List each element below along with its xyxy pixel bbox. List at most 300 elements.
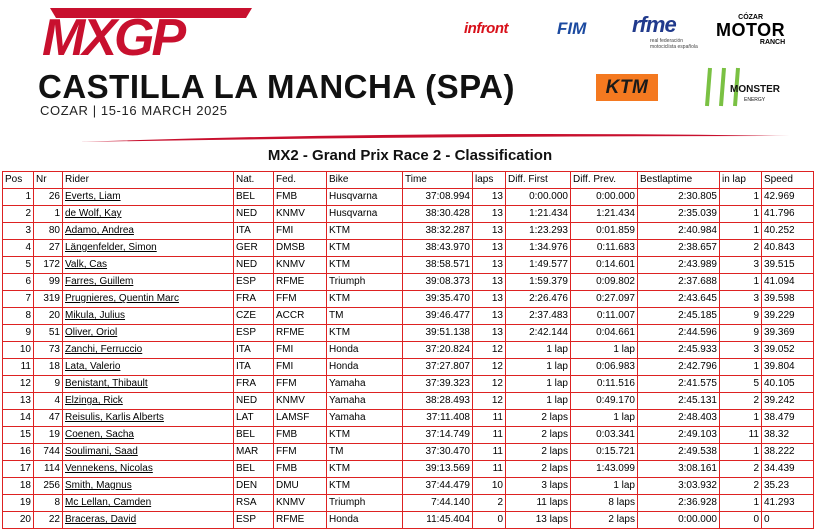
cell-speed: 38.222 [762, 444, 814, 461]
cell-pos: 11 [3, 359, 34, 376]
cell-time: 39:08.373 [403, 274, 473, 291]
cell-nat: FRA [234, 291, 274, 308]
cell-diff-first: 1 lap [506, 359, 571, 376]
table-row [3, 240, 814, 257]
cell-nr: 22 [34, 512, 63, 529]
cell-laps: 13 [473, 223, 506, 240]
cell-pos: 7 [3, 291, 34, 308]
cell-diff-prev: 0:03.341 [571, 427, 638, 444]
cell-rider[interactable]: Soulimani, Saad [63, 444, 234, 461]
cell-fed: FFM [274, 444, 327, 461]
cell-speed: 41.094 [762, 274, 814, 291]
table-row [3, 410, 814, 427]
cell-diff-first: 1 lap [506, 393, 571, 410]
cell-bestlaptime: 2:38.657 [638, 240, 720, 257]
cell-nat: NED [234, 257, 274, 274]
cell-speed: 38.32 [762, 427, 814, 444]
cell-time: 37:44.479 [403, 478, 473, 495]
table-title: MX2 - Grand Prix Race 2 - Classification [267, 147, 553, 164]
cell-bike: Honda [327, 342, 403, 359]
cell-laps: 13 [473, 308, 506, 325]
table-row [3, 291, 814, 308]
cell-nr: 27 [34, 240, 63, 257]
cell-time: 37:08.994 [403, 189, 473, 206]
cell-bestlaptime: 2:49.538 [638, 444, 720, 461]
cell-bestlaptime: 3:08.161 [638, 461, 720, 478]
rfme-logo: rfme [632, 12, 676, 37]
cell-diff-prev: 1 lap [571, 478, 638, 495]
cell-pos: 8 [3, 308, 34, 325]
column-header-speed: Speed [762, 172, 814, 189]
infront-logo: infront [464, 20, 508, 37]
cell-bestlaptime: 2:37.688 [638, 274, 720, 291]
cell-nat: ITA [234, 223, 274, 240]
monster-energy-logo [690, 66, 780, 112]
table-row [3, 189, 814, 206]
cell-laps: 10 [473, 478, 506, 495]
cell-rider[interactable]: Lata, Valerio [63, 359, 234, 376]
cell-laps: 13 [473, 240, 506, 257]
cell-bike: Triumph [327, 274, 403, 291]
cell-diff-first: 1:59.379 [506, 274, 571, 291]
cell-in-lap: 1 [720, 206, 762, 223]
cell-nr: 99 [34, 274, 63, 291]
cell-laps: 12 [473, 359, 506, 376]
cell-bestlaptime: 2:30.805 [638, 189, 720, 206]
cell-time: 37:14.749 [403, 427, 473, 444]
cell-laps: 11 [473, 427, 506, 444]
cell-fed: ACCR [274, 308, 327, 325]
cell-rider[interactable]: Vennekens, Nicolas [63, 461, 234, 478]
column-header-diff-first: Diff. First [506, 172, 571, 189]
column-header-bestlaptime: Bestlaptime [638, 172, 720, 189]
cell-diff-first: 2:42.144 [506, 325, 571, 342]
event-title: CASTILLA LA MANCHA (SPA) [38, 68, 515, 105]
cell-pos: 20 [3, 512, 34, 529]
cell-laps: 13 [473, 206, 506, 223]
cell-diff-first: 11 laps [506, 495, 571, 512]
cell-rider[interactable]: Prugnieres, Quentin Marc [63, 291, 234, 308]
cell-nat: ITA [234, 359, 274, 376]
column-header-laps: laps [473, 172, 506, 189]
cell-in-lap: 3 [720, 257, 762, 274]
cell-pos: 5 [3, 257, 34, 274]
cell-nat: RSA [234, 495, 274, 512]
cell-diff-prev: 0:09.802 [571, 274, 638, 291]
cell-bestlaptime: 2:43.645 [638, 291, 720, 308]
cell-nr: 319 [34, 291, 63, 308]
cell-rider[interactable]: Adamo, Andrea [63, 223, 234, 240]
cell-speed: 39.052 [762, 342, 814, 359]
cell-bike: Yamaha [327, 376, 403, 393]
cell-time: 38:58.571 [403, 257, 473, 274]
cell-time: 38:43.970 [403, 240, 473, 257]
cell-in-lap: 9 [720, 325, 762, 342]
cell-fed: FFM [274, 376, 327, 393]
table-row [3, 376, 814, 393]
cell-diff-first: 0:00.000 [506, 189, 571, 206]
cell-nat: NED [234, 206, 274, 223]
cell-fed: FFM [274, 291, 327, 308]
cell-speed: 41.293 [762, 495, 814, 512]
cell-in-lap: 1 [720, 444, 762, 461]
cell-nr: 114 [34, 461, 63, 478]
cell-pos: 1 [3, 189, 34, 206]
cell-nat: DEN [234, 478, 274, 495]
cell-fed: FMB [274, 189, 327, 206]
cell-nr: 73 [34, 342, 63, 359]
cell-in-lap: 1 [720, 495, 762, 512]
cell-bike: KTM [327, 478, 403, 495]
cell-diff-first: 1:49.577 [506, 257, 571, 274]
table-row [3, 461, 814, 478]
cell-diff-prev: 0:01.859 [571, 223, 638, 240]
cell-time: 38:30.428 [403, 206, 473, 223]
cell-nat: FRA [234, 376, 274, 393]
table-row [3, 359, 814, 376]
cell-diff-first: 2 laps [506, 410, 571, 427]
cell-time: 39:35.470 [403, 291, 473, 308]
cell-diff-first: 1:34.976 [506, 240, 571, 257]
cell-laps: 11 [473, 461, 506, 478]
cell-bike: Triumph [327, 495, 403, 512]
cell-laps: 13 [473, 325, 506, 342]
cell-time: 38:32.287 [403, 223, 473, 240]
cell-nat: GER [234, 240, 274, 257]
cell-laps: 13 [473, 189, 506, 206]
cell-fed: LAMSF [274, 410, 327, 427]
cell-in-lap: 2 [720, 240, 762, 257]
cell-rider[interactable]: Mc Lellan, Camden [63, 495, 234, 512]
cell-diff-first: 3 laps [506, 478, 571, 495]
cell-rider[interactable]: Coenen, Sacha [63, 427, 234, 444]
event-subtitle: COZAR | 15-16 MARCH 2025 [40, 103, 228, 118]
cell-nat: BEL [234, 461, 274, 478]
cell-nr: 8 [34, 495, 63, 512]
column-header-pos: Pos [3, 172, 34, 189]
cell-time: 38:28.493 [403, 393, 473, 410]
cell-nat: ESP [234, 325, 274, 342]
table-body [3, 189, 814, 529]
cell-speed: 39.515 [762, 257, 814, 274]
cell-bike: KTM [327, 240, 403, 257]
cell-fed: KNMV [274, 257, 327, 274]
cell-nat: ESP [234, 512, 274, 529]
cell-fed: KNMV [274, 206, 327, 223]
cell-diff-first: 1:21.434 [506, 206, 571, 223]
cell-diff-first: 2 laps [506, 461, 571, 478]
cell-bike: KTM [327, 427, 403, 444]
cell-rider[interactable]: Everts, Liam [63, 189, 234, 206]
column-header-nr: Nr [34, 172, 63, 189]
rfme-subtitle: real federación motociclista española [650, 38, 698, 50]
cell-in-lap: 2 [720, 461, 762, 478]
cell-in-lap: 2 [720, 478, 762, 495]
cell-bestlaptime: 2:41.575 [638, 376, 720, 393]
monster-text: MONSTER [730, 84, 780, 95]
cell-nr: 172 [34, 257, 63, 274]
column-header-rider: Rider [63, 172, 234, 189]
cell-nr: 4 [34, 393, 63, 410]
cell-pos: 9 [3, 325, 34, 342]
cell-rider[interactable]: Valk, Cas [63, 257, 234, 274]
cell-rider[interactable]: Oliver, Oriol [63, 325, 234, 342]
cell-nr: 80 [34, 223, 63, 240]
cell-rider[interactable]: Braceras, David [63, 512, 234, 529]
cell-speed: 34.439 [762, 461, 814, 478]
cell-bestlaptime: 2:43.989 [638, 257, 720, 274]
cell-nat: MAR [234, 444, 274, 461]
cell-diff-prev: 0:11.007 [571, 308, 638, 325]
cell-in-lap: 3 [720, 291, 762, 308]
cell-laps: 13 [473, 257, 506, 274]
table-row [3, 342, 814, 359]
cozar-motor-ranch-logo [716, 14, 785, 46]
cell-rider[interactable]: Smith, Magnus [63, 478, 234, 495]
cell-bike: Honda [327, 359, 403, 376]
cell-speed: 41.796 [762, 206, 814, 223]
cell-diff-first: 1 lap [506, 376, 571, 393]
cell-time: 39:51.138 [403, 325, 473, 342]
cell-fed: RFME [274, 325, 327, 342]
cell-pos: 18 [3, 478, 34, 495]
cell-pos: 19 [3, 495, 34, 512]
cell-bike: KTM [327, 257, 403, 274]
cell-bike: Husqvarna [327, 189, 403, 206]
cell-speed: 39.229 [762, 308, 814, 325]
cell-rider[interactable]: Benistant, Thibault [63, 376, 234, 393]
cell-nr: 19 [34, 427, 63, 444]
cell-time: 37:27.807 [403, 359, 473, 376]
column-header-time: Time [403, 172, 473, 189]
cell-diff-prev: 1 lap [571, 410, 638, 427]
cell-bike: TM [327, 308, 403, 325]
cozar-bottom: RANCH [759, 39, 786, 46]
cell-bike: KTM [327, 223, 403, 240]
cell-bike: Yamaha [327, 393, 403, 410]
cell-laps: 12 [473, 376, 506, 393]
table-row [3, 308, 814, 325]
page-header [0, 0, 820, 145]
cell-diff-prev: 0:11.683 [571, 240, 638, 257]
cell-in-lap: 5 [720, 376, 762, 393]
cell-diff-first: 1:23.293 [506, 223, 571, 240]
cell-laps: 11 [473, 410, 506, 427]
cell-speed: 0 [762, 512, 814, 529]
cell-diff-first: 2 laps [506, 444, 571, 461]
cell-in-lap: 11 [720, 427, 762, 444]
cell-diff-prev: 1:21.434 [571, 206, 638, 223]
cell-nr: 47 [34, 410, 63, 427]
cell-bike: KTM [327, 291, 403, 308]
cell-diff-first: 1 lap [506, 342, 571, 359]
cell-nat: CZE [234, 308, 274, 325]
cell-laps: 2 [473, 495, 506, 512]
column-header-nat: Nat. [234, 172, 274, 189]
cell-bike: Yamaha [327, 410, 403, 427]
cell-speed: 38.479 [762, 410, 814, 427]
cell-pos: 17 [3, 461, 34, 478]
cell-nat: LAT [234, 410, 274, 427]
cell-pos: 13 [3, 393, 34, 410]
cell-bestlaptime: 2:45.185 [638, 308, 720, 325]
cell-bestlaptime: 2:36.928 [638, 495, 720, 512]
cell-diff-first: 2:26.476 [506, 291, 571, 308]
cell-laps: 12 [473, 342, 506, 359]
cell-fed: FMB [274, 427, 327, 444]
cell-speed: 39.369 [762, 325, 814, 342]
cell-laps: 13 [473, 291, 506, 308]
cell-in-lap: 9 [720, 308, 762, 325]
cell-pos: 4 [3, 240, 34, 257]
cell-nr: 18 [34, 359, 63, 376]
cell-diff-prev: 8 laps [571, 495, 638, 512]
mxgp-logo [40, 6, 252, 58]
cell-pos: 16 [3, 444, 34, 461]
mxgp-logo-text: MXGP [42, 9, 184, 58]
cell-in-lap: 1 [720, 223, 762, 240]
cell-bestlaptime: 2:44.596 [638, 325, 720, 342]
cell-nat: BEL [234, 189, 274, 206]
cell-bestlaptime: 2:42.796 [638, 359, 720, 376]
cell-diff-prev: 0:06.983 [571, 359, 638, 376]
cell-bike: Honda [327, 512, 403, 529]
cell-nr: 26 [34, 189, 63, 206]
column-header-in-lap: in lap [720, 172, 762, 189]
cell-in-lap: 1 [720, 274, 762, 291]
table-row [3, 478, 814, 495]
cell-time: 37:11.408 [403, 410, 473, 427]
cell-rider[interactable]: Elzinga, Rick [63, 393, 234, 410]
cell-speed: 40.252 [762, 223, 814, 240]
cell-bike: Husqvarna [327, 206, 403, 223]
cell-time: 37:30.470 [403, 444, 473, 461]
cell-pos: 2 [3, 206, 34, 223]
cell-rider[interactable]: Mikula, Julius [63, 308, 234, 325]
cell-pos: 14 [3, 410, 34, 427]
cell-in-lap: 1 [720, 189, 762, 206]
cell-time: 39:46.477 [403, 308, 473, 325]
cell-fed: DMU [274, 478, 327, 495]
cell-diff-prev: 0:00.000 [571, 189, 638, 206]
cell-speed: 42.969 [762, 189, 814, 206]
cell-fed: FMI [274, 359, 327, 376]
cell-speed: 39.804 [762, 359, 814, 376]
cell-pos: 12 [3, 376, 34, 393]
cell-diff-prev: 0:27.097 [571, 291, 638, 308]
cell-diff-prev: 1:43.099 [571, 461, 638, 478]
ktm-logo: KTM [596, 74, 658, 101]
cell-bestlaptime: 2:45.933 [638, 342, 720, 359]
table-row [3, 257, 814, 274]
cell-rider[interactable]: de Wolf, Kay [63, 206, 234, 223]
cell-diff-prev: 0:04.661 [571, 325, 638, 342]
cell-bestlaptime: 3:03.932 [638, 478, 720, 495]
cell-rider[interactable]: Längenfelder, Simon [63, 240, 234, 257]
cell-bike: TM [327, 444, 403, 461]
cell-in-lap: 1 [720, 359, 762, 376]
table-row [3, 223, 814, 240]
cell-bike: KTM [327, 325, 403, 342]
cell-fed: FMI [274, 223, 327, 240]
cell-time: 37:39.323 [403, 376, 473, 393]
cell-bestlaptime: 0:00.000 [638, 512, 720, 529]
cell-rider[interactable]: Zanchi, Ferruccio [63, 342, 234, 359]
cell-bestlaptime: 2:45.131 [638, 393, 720, 410]
cell-bike: KTM [327, 461, 403, 478]
cell-diff-first: 2 laps [506, 427, 571, 444]
cell-time: 7:44.140 [403, 495, 473, 512]
classification-table [2, 171, 814, 529]
cell-diff-prev: 0:15.721 [571, 444, 638, 461]
cell-speed: 39.242 [762, 393, 814, 410]
cell-rider[interactable]: Reisulis, Karlis Alberts [63, 410, 234, 427]
cell-speed: 40.843 [762, 240, 814, 257]
cell-speed: 39.598 [762, 291, 814, 308]
cell-fed: KNMV [274, 495, 327, 512]
cell-laps: 11 [473, 444, 506, 461]
table-row [3, 495, 814, 512]
table-row [3, 393, 814, 410]
cell-nat: NED [234, 393, 274, 410]
cell-nat: BEL [234, 427, 274, 444]
cell-speed: 40.105 [762, 376, 814, 393]
column-header-fed: Fed. [274, 172, 327, 189]
table-row [3, 444, 814, 461]
cell-in-lap: 3 [720, 342, 762, 359]
cell-diff-prev: 2 laps [571, 512, 638, 529]
cell-diff-first: 13 laps [506, 512, 571, 529]
table-row [3, 325, 814, 342]
cell-in-lap: 1 [720, 410, 762, 427]
cozar-main: MOTOR [716, 20, 786, 40]
cell-pos: 15 [3, 427, 34, 444]
cell-diff-prev: 0:11.516 [571, 376, 638, 393]
cell-fed: RFME [274, 512, 327, 529]
cell-nr: 9 [34, 376, 63, 393]
cell-laps: 12 [473, 393, 506, 410]
cell-nr: 744 [34, 444, 63, 461]
cell-bestlaptime: 2:49.103 [638, 427, 720, 444]
column-header-diff-prev: Diff. Prev. [571, 172, 638, 189]
column-header-bike: Bike [327, 172, 403, 189]
cell-nr: 256 [34, 478, 63, 495]
cell-diff-prev: 1 lap [571, 342, 638, 359]
cell-fed: DMSB [274, 240, 327, 257]
cell-diff-prev: 0:49.170 [571, 393, 638, 410]
cell-pos: 3 [3, 223, 34, 240]
cell-time: 11:45.404 [403, 512, 473, 529]
table-row [3, 274, 814, 291]
cell-nat: ESP [234, 274, 274, 291]
cell-pos: 10 [3, 342, 34, 359]
cell-laps: 13 [473, 274, 506, 291]
table-row [3, 206, 814, 223]
cell-nr: 20 [34, 308, 63, 325]
cell-bestlaptime: 2:48.403 [638, 410, 720, 427]
cell-nat: ITA [234, 342, 274, 359]
cell-nr: 1 [34, 206, 63, 223]
cell-nr: 51 [34, 325, 63, 342]
table-header-row [3, 172, 814, 189]
cell-rider[interactable]: Farres, Guillem [63, 274, 234, 291]
table-row [3, 512, 814, 529]
table-row [3, 427, 814, 444]
cell-fed: FMI [274, 342, 327, 359]
cell-in-lap: 0 [720, 512, 762, 529]
cell-bestlaptime: 2:35.039 [638, 206, 720, 223]
cell-fed: RFME [274, 274, 327, 291]
